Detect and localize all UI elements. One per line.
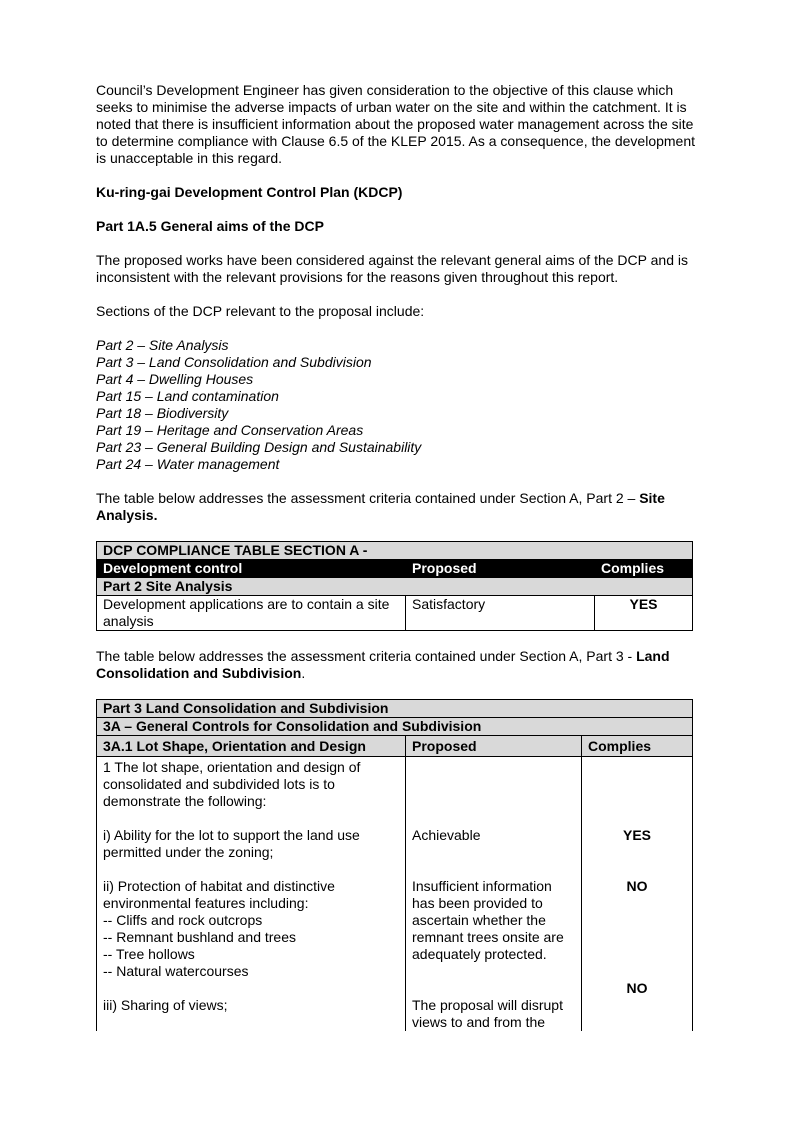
table1-intro-text: The table below addresses the assessment criteria contained under Section A, Part 2 – — [96, 490, 640, 506]
intro-paragraph: Council’s Development Engineer has given consideration to the objective of this clause which seeks to minimise the adverse impacts of urban water on the site and within the catchment. It is noted that there is insufficient information about the proposed water management across the site to determine compliance with Clause 6.5 of the KLEP 2015. As a consequence, the development is unacceptable in this regard. — [96, 82, 696, 166]
header-lot-shape: 3A.1 Lot Shape, Orientation and Design — [97, 736, 406, 757]
bullet-item: -- Cliffs and rock outcrops — [103, 912, 263, 928]
cell-proposed: Satisfactory — [406, 596, 595, 631]
table-row — [97, 596, 693, 631]
cell-control — [97, 757, 406, 1032]
heading-kdcp: Ku-ring-gai Development Control Plan (KDCP) — [96, 184, 403, 200]
complies-iii: NO — [626, 980, 648, 996]
control-i: i) Ability for the lot to support the land use permitted under the zoning; — [103, 827, 360, 860]
header-development-control: Development control — [97, 560, 406, 578]
complies-ii: NO — [626, 878, 648, 894]
table-title: DCP COMPLIANCE TABLE SECTION A - — [97, 542, 693, 560]
proposed-iii: The proposal will disrupt views to and from the — [412, 997, 563, 1030]
heading-part-1a5: Part 1A.5 General aims of the DCP — [96, 218, 324, 234]
header-complies: Complies — [595, 560, 693, 578]
general-aims-paragraph: The proposed works have been considered against the relevant general aims of the DCP and is inconsistent with the relevant provisions for the reasons given throughout this report. — [96, 252, 688, 285]
dcp-compliance-table-part2 — [96, 541, 693, 631]
list-item: Part 23 – General Building Design and Sustainability — [96, 439, 422, 455]
table-subtitle: 3A – General Controls for Consolidation and Subdivision — [97, 718, 693, 736]
section-part2: Part 2 Site Analysis — [97, 578, 693, 596]
table-title-row — [97, 700, 693, 718]
dcp-compliance-table-part3 — [96, 699, 693, 1031]
dcp-sections-list — [96, 337, 702, 473]
cell-complies — [582, 757, 693, 1032]
list-item: Part 2 – Site Analysis — [96, 337, 229, 353]
table2-intro-text: The table below addresses the assessment criteria contained under Section A, Part 3 - — [96, 648, 637, 664]
table-title: Part 3 Land Consolidation and Subdivision — [97, 700, 693, 718]
list-item: Part 4 – Dwelling Houses — [96, 371, 254, 387]
document-page — [96, 82, 702, 1031]
table2-intro-bold: Land Consolidation and Subdivision — [96, 648, 670, 681]
table1-intro-bold: Site Analysis. — [96, 490, 665, 523]
table-row — [97, 757, 693, 1032]
header-proposed: Proposed — [406, 560, 595, 578]
sections-intro: Sections of the DCP relevant to the proposal include: — [96, 303, 425, 319]
table-subtitle-row — [97, 718, 693, 736]
table2-intro-tail: . — [301, 665, 306, 681]
bullet-item: -- Remnant bushland and trees — [103, 929, 296, 945]
table2-intro — [96, 648, 702, 682]
cell-control: Development applications are to contain a site analysis — [97, 596, 406, 631]
cell-complies: YES — [595, 596, 693, 631]
control-iii: iii) Sharing of views; — [103, 997, 228, 1013]
list-item: Part 15 – Land contamination — [96, 388, 279, 404]
table-section-row — [97, 578, 693, 596]
list-item: Part 19 – Heritage and Conservation Areas — [96, 422, 364, 438]
control-ii: ii) Protection of habitat and distinctive environmental features including: — [103, 878, 335, 911]
table-header-row — [97, 736, 693, 757]
header-complies: Complies — [582, 736, 693, 757]
table-title-row — [97, 542, 693, 560]
proposed-ii: Insufficient information has been provided to ascertain whether the remnant trees onsite are adequately protected. — [412, 878, 564, 962]
lead-text: 1 The lot shape, orientation and design of consolidated and subdivided lots is to demonstrate the following: — [103, 759, 361, 809]
list-item: Part 3 – Land Consolidation and Subdivision — [96, 354, 372, 370]
list-item: Part 24 – Water management — [96, 456, 280, 472]
proposed-i: Achievable — [412, 827, 481, 843]
bullet-item: -- Tree hollows — [103, 946, 195, 962]
bullet-item: -- Natural watercourses — [103, 963, 249, 979]
cell-proposed — [406, 757, 582, 1032]
complies-i: YES — [622, 827, 651, 843]
table1-intro — [96, 490, 702, 524]
header-proposed: Proposed — [406, 736, 582, 757]
list-item: Part 18 – Biodiversity — [96, 405, 229, 421]
table-header-row — [97, 560, 693, 578]
